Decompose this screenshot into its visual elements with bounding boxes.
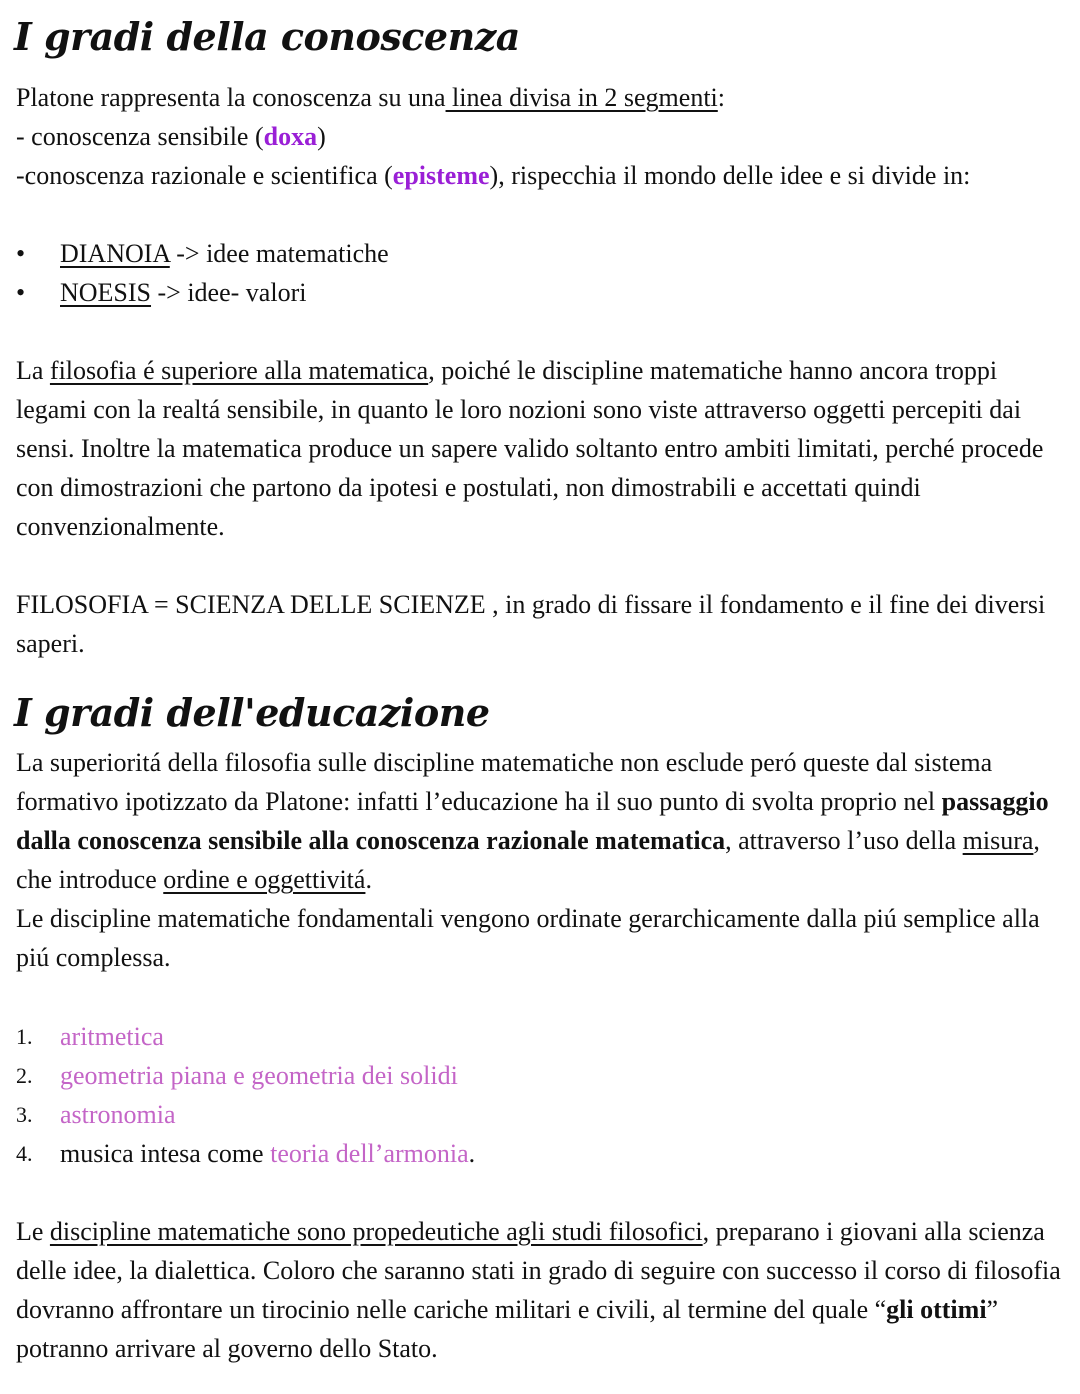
bullet-term: DIANOIA: [60, 239, 170, 268]
list-text: geometria piana e geometria dei solidi: [60, 1061, 458, 1090]
doxa-line: - conoscenza sensibile (: [16, 122, 264, 151]
bullet-dot: •: [16, 239, 26, 268]
p2-mid: , preparano i giovani alla scienza delle idee, la dialettica. Coloro che saranno stati in grado di seguire con successo il corso di filosofia dovranno affrontare un tirocinio nelle cariche militari e civili, al termine del quale “: [16, 1217, 1061, 1324]
intro-text: Platone rappresenta la conoscenza su una: [16, 83, 446, 112]
section-title-conoscenza: I gradi della conoscenza: [14, 14, 520, 59]
intro-paragraph: [16, 78, 1066, 195]
list-number: 1.: [16, 1024, 33, 1049]
doxa-close: ): [317, 122, 326, 151]
intro-colon: :: [717, 83, 726, 112]
list-text-colored: teoria dell’armonia: [270, 1139, 469, 1168]
bullet-rest: -> idee matematiche: [169, 239, 389, 268]
p2-underlined: discipline matematiche sono propedeutiche agli studi filosofici: [49, 1217, 703, 1246]
p1-end: .: [365, 865, 372, 894]
propedeutiche-paragraph: [16, 1212, 1066, 1368]
p1-line2: Le discipline matematiche fondamentali vengono ordinate gerarchicamente dalla piú semplice alla piú complessa.: [16, 904, 1040, 972]
list-number: 3.: [16, 1102, 33, 1127]
bullet-rest: -> idee- valori: [151, 278, 307, 307]
p2-bold: gli ottimi: [886, 1295, 987, 1324]
episteme-line: -conoscenza razionale e scientifica (: [16, 161, 393, 190]
para2-rest: , poiché le discipline matematiche hanno ancora troppi legami con la realtá sensibile, in quanto le loro nozioni sono viste attraverso oggetti percepiti dai sensi. Inoltre la matematica produce un sapere valido soltanto entro ambiti limitati, perché procede con dimostrazioni che partono da ipotesi e postulati, non dimostrabili e accettati quindi convenzionalmente.: [16, 356, 1044, 541]
intro-underlined: linea divisa in 2 segmenti: [445, 83, 718, 112]
list-text-end: .: [468, 1139, 476, 1168]
p2-start: Le: [16, 1217, 50, 1246]
p1-start: La superioritá della filosofia sulle discipline matematiche non esclude peró queste dal sistema formativo ipotizzato da Platone: infatti l’educazione ha il suo punto di svolta proprio nel: [16, 748, 993, 816]
educazione-paragraph: [16, 743, 1066, 977]
p1-misura: misura: [962, 826, 1034, 855]
doxa-term: doxa: [263, 122, 318, 151]
scienza-paragraph: FILOSOFIA = SCIENZA DELLE SCIENZE , in grado di fissare il fondamento e il fine dei diversi saperi.: [16, 590, 1046, 658]
bullet-term: NOESIS: [60, 278, 152, 307]
episteme-term: episteme: [392, 161, 490, 190]
list-text: musica intesa come: [60, 1139, 271, 1168]
p1-mid2: , che introduce: [16, 826, 1040, 894]
p1-bold: passaggio dalla conoscenza sensibile alla conoscenza razionale matematica: [16, 787, 1049, 855]
filosofia-paragraph: [16, 351, 1066, 546]
p1-ordine: ordine e oggettivitá: [163, 865, 366, 894]
list-text: astronomia: [60, 1100, 176, 1129]
para2-start: La: [16, 356, 50, 385]
para2-underlined: filosofia é superiore alla matematica: [49, 356, 429, 385]
p1-mid: , attraverso l’uso della: [725, 826, 963, 855]
p2-end: ” potranno arrivare al governo dello Stato.: [16, 1295, 999, 1363]
list-number: 4.: [16, 1141, 33, 1166]
list-text: aritmetica: [60, 1022, 164, 1051]
list-number: 2.: [16, 1063, 33, 1088]
episteme-rest: ), rispecchia il mondo delle idee e si divide in:: [489, 161, 971, 190]
section-title-educazione: I gradi dell'educazione: [14, 690, 490, 735]
bullet-dot: •: [16, 278, 26, 307]
